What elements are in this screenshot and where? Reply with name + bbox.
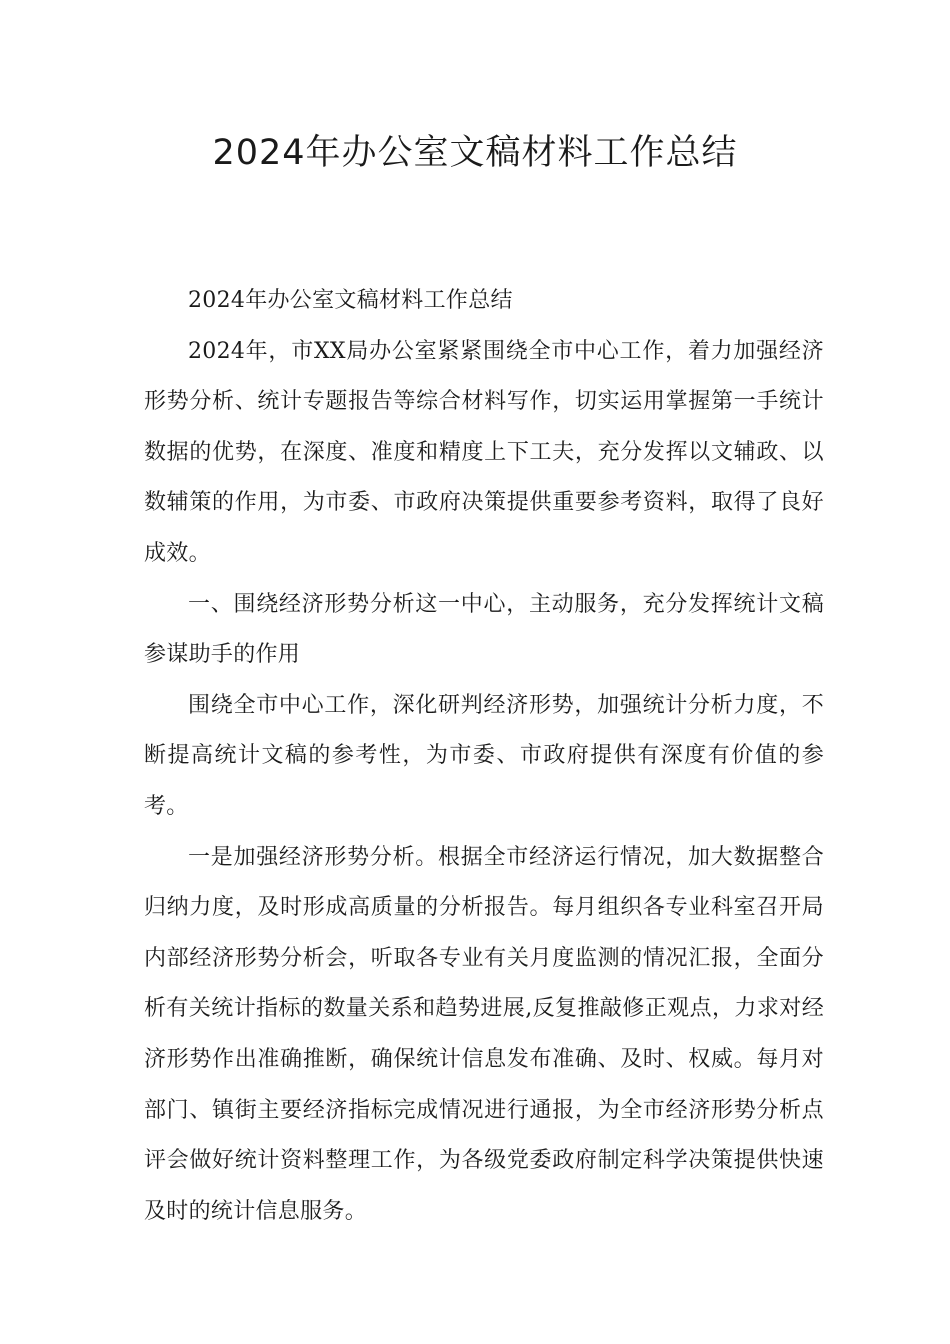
paragraph-economic-analysis: 一是加强经济形势分析。根据全市经济运行情况，加大数据整合归纳力度，及时形成高质量的分析报告。每月组织各专业科室召开局内部经济形势分析会，听取各专业有关月度监测的情况汇报，全面分析有关统计指标的数量关系和趋势进展,反复推敲修正观点，力求对经济形势作出准确推断，确保统计信息发布准确、及时、权威。每月对部门、镇街主要经济指标完成情况进行通报，为全市经济形势分析点评会做好统计资料整理工作，为各级党委政府制定科学决策提供快速及时的统计信息服务。	[144, 844, 824, 1224]
paragraph-section-one-summary: 围绕全市中心工作，深化研判经济形势，加强统计分析力度，不断提高统计文稿的参考性，为市委、市政府提供有深度有价值的参考。	[144, 692, 824, 819]
paragraph-heading: 2024年办公室文稿材料工作总结	[188, 288, 513, 313]
paragraph-intro: 2024年，市XX局办公室紧紧围绕全市中心工作，着力加强经济形势分析、统计专题报告等综合材料写作，切实运用掌握第一手统计数据的优势，在深度、准度和精度上下工夫，充分发挥以文辅政、以数辅策的作用，为市委、市政府决策提供重要参考资料，取得了良好成效。	[144, 338, 824, 566]
paragraph-section-one-heading: 一、围绕经济形势分析这一中心，主动服务，充分发挥统计文稿参谋助手的作用	[144, 591, 824, 668]
document-title: 2024年办公室文稿材料工作总结	[212, 133, 738, 173]
document-body	[144, 276, 824, 1237]
